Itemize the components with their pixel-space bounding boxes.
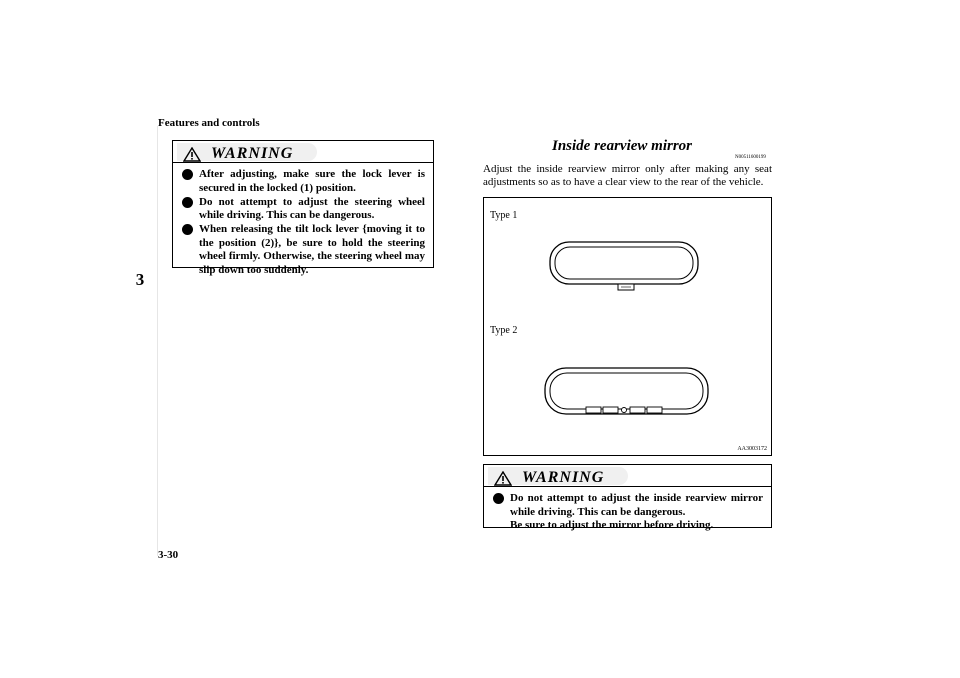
warning-header xyxy=(484,465,771,487)
warning-triangle-icon xyxy=(183,147,201,162)
reference-code: N00511600199 xyxy=(735,155,766,160)
warning-list xyxy=(181,168,425,278)
mirror-illustration xyxy=(484,198,773,457)
bullet-icon xyxy=(182,224,193,235)
warning-heading: WARNING xyxy=(522,469,605,486)
body-paragraph: Adjust the inside rearview mirror only after making any seat adjustments so as to have a clear view to the rear of the vehicle. xyxy=(483,163,772,188)
warning-item-text: After adjusting, make sure the lock lever is secured in the locked (1) position. xyxy=(199,168,425,194)
warning-badge xyxy=(177,143,317,161)
warning-item-text: Do not attempt to adjust the inside rearview mirror while driving. This can be dangerous. Be sure to adjust the mirror before driving. xyxy=(510,492,763,531)
warning-badge xyxy=(488,467,628,485)
warning-list xyxy=(492,492,763,533)
bullet-icon xyxy=(493,493,504,504)
warning-triangle-icon xyxy=(494,471,512,486)
figure-code: AA3003172 xyxy=(737,446,767,452)
steering-warning-box xyxy=(172,140,434,276)
warning-heading: WARNING xyxy=(211,145,294,162)
mirror-type-1-icon xyxy=(550,242,698,290)
bullet-icon xyxy=(182,197,193,208)
warning-item-text: When releasing the tilt lock lever {moving it to the position (2)}, be sure to hold the steering wheel firmly. Otherwise, the steering wheel may slip down too suddenly. xyxy=(199,223,425,276)
warning-item xyxy=(181,223,425,277)
chapter-number: 3 xyxy=(135,270,145,289)
type-1-label: Type 1 xyxy=(490,210,518,221)
warning-header xyxy=(173,141,433,163)
warning-item xyxy=(181,168,425,195)
page-number: 3-30 xyxy=(158,549,179,561)
mirror-warning-box xyxy=(483,464,772,531)
warning-item-text: Do not attempt to adjust the steering wheel while driving. This can be dangerous. xyxy=(199,195,425,221)
header-title: Features and controls xyxy=(158,117,260,129)
type-2-label: Type 2 xyxy=(490,325,518,336)
warning-item xyxy=(492,492,763,533)
bullet-icon xyxy=(182,169,193,180)
mirror-figure xyxy=(483,197,772,456)
chapter-tab-rule xyxy=(157,126,158,556)
mirror-type-2-icon xyxy=(545,368,708,414)
warning-item xyxy=(181,196,425,223)
section-title: Inside rearview mirror xyxy=(552,138,693,154)
